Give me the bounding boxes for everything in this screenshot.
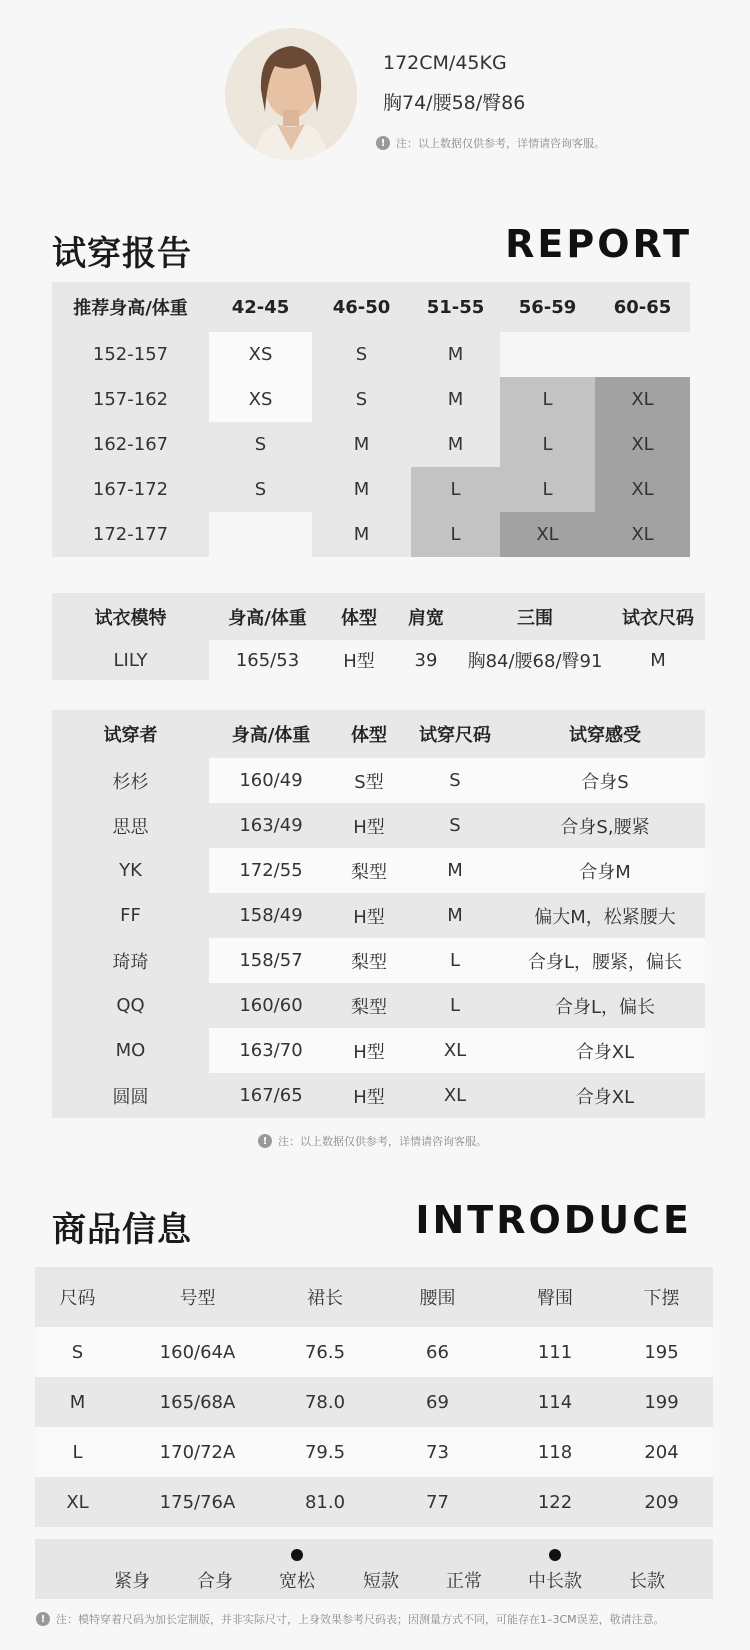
report-corner-header: 推荐身高/体重 [52,282,209,332]
tester-cell: L [449,950,461,971]
size-cell: L [500,377,595,422]
tester-cell: 思思 [112,816,149,838]
product-cell: 76.5 [304,1341,346,1363]
tester-cell: 合身L，腰紧，偏长 [527,951,683,973]
size-cell: XL [595,377,690,422]
tester-cell: 梨型 [351,996,387,1018]
tester-cell: 合身XL [575,1041,635,1063]
height-header: 152-157 [52,332,209,377]
fit-cell: 165/53 [235,649,300,671]
product-header: 腰围 [419,1288,456,1309]
tester-cell: MO [115,1040,146,1061]
tester-cell: FF [120,905,141,926]
fit-cell: 胸84/腰68/臀91 [467,651,603,672]
size-cell: S [209,422,312,467]
fit-cell: 39 [414,649,438,671]
size-cell: XL [595,512,690,557]
testers-note [258,1133,487,1149]
product-title-cn: 商品信息 [52,1210,192,1250]
product-cell: M [69,1391,86,1413]
tester-cell: XL [443,1085,467,1106]
product-title-en: INTRODUCE [415,1198,692,1242]
fit-attribute-bar [35,1539,713,1599]
product-cell: S [71,1341,84,1363]
product-cell: 79.5 [304,1441,346,1463]
testers-header: 试穿尺码 [419,725,491,746]
testers-header: 试穿感受 [569,725,641,746]
fit-cell: M [650,649,666,671]
weight-header: 46-50 [312,282,411,332]
tester-cell: H型 [353,816,385,838]
tester-cell: H型 [353,1041,385,1063]
info-icon: ! [258,1134,272,1148]
attribute-label: 正常 [446,1571,482,1592]
product-header: 臀围 [537,1288,573,1309]
model-avatar [225,28,357,160]
product-cell: 170/72A [159,1441,236,1463]
product-cell: 122 [537,1491,573,1513]
tester-cell: 琦琦 [112,951,149,973]
product-cell: 114 [537,1391,573,1413]
size-cell: S [209,467,312,512]
tester-cell: 163/49 [239,815,303,836]
product-cell: 78.0 [304,1391,346,1413]
product-cell: 199 [644,1391,679,1413]
testers-note-text: 注：以上数据仅供参考，详情请咨询客服。 [278,1135,487,1148]
size-cell: L [500,467,595,512]
attribute-label: 紧身 [114,1571,150,1592]
tester-cell: 合身L，偏长 [554,996,656,1018]
info-icon: ! [376,136,390,150]
tester-cell: 合身XL [575,1086,635,1108]
product-header: 下摆 [643,1288,680,1309]
size-cell: M [411,377,500,422]
size-cell: M [312,422,411,467]
attribute-label: 合身 [197,1571,233,1592]
model-note [376,135,605,151]
product-header: 裙长 [307,1288,343,1309]
product-cell: 118 [537,1441,573,1463]
tester-cell: S [449,815,461,836]
fit-header: 身高/体重 [228,607,307,629]
product-cell: 111 [537,1341,573,1363]
height-header: 157-162 [52,377,209,422]
product-cell: L [72,1441,83,1463]
tester-cell: S [449,770,461,791]
size-cell: M [411,422,500,467]
size-cell: S [312,332,411,377]
height-header: 172-177 [52,512,209,557]
testers-header: 身高/体重 [231,725,311,746]
size-cell: XS [209,377,312,422]
attribute-label: 短款 [363,1571,399,1592]
product-cell: 73 [426,1441,449,1463]
tester-cell: 合身M [579,861,631,883]
tester-cell: S型 [354,771,384,793]
product-cell: 77 [426,1491,449,1513]
weight-header: 56-59 [500,282,595,332]
size-cell: S [312,377,411,422]
model-photo [225,28,357,160]
size-cell: L [411,512,500,557]
height-header: 167-172 [52,467,209,512]
product-cell: 195 [644,1341,679,1363]
tester-cell: 160/49 [239,770,303,791]
testers-header: 体型 [351,725,387,746]
selected-dot-icon [291,1549,303,1561]
tester-cell: 偏大M，松紧腰大 [534,906,676,928]
footer-note-text: 注：模特穿着尺码为加长定制版，并非实际尺寸，上身效果参考尺码表；因测量方式不同，可能存在1–3CM误差，敬请注意。 [56,1613,665,1626]
model-height-weight: 172CM/45KG [383,52,507,74]
product-cell: 165/68A [159,1391,236,1413]
fit-header: 三围 [517,607,553,629]
product-cell: 69 [426,1391,449,1413]
footer-note [36,1611,665,1627]
fit-header: 体型 [341,607,377,629]
info-icon: ! [36,1612,50,1626]
fit-header: 肩宽 [408,607,444,629]
size-cell: XL [595,422,690,467]
attribute-label: 宽松 [279,1571,315,1592]
size-cell [209,512,312,557]
fit-header: 试衣模特 [94,607,167,629]
tester-cell: H型 [353,906,385,928]
tester-cell: M [447,905,463,926]
attribute-label: 长款 [629,1571,665,1592]
tester-cell: 杉杉 [112,771,149,793]
size-cell: M [312,512,411,557]
size-cell: L [411,467,500,512]
size-cell: XS [209,332,312,377]
report-title-cn: 试穿报告 [52,234,192,274]
tester-cell: 163/70 [239,1040,303,1061]
tester-cell: L [449,995,461,1016]
weight-header: 42-45 [209,282,312,332]
tester-cell: 160/60 [239,995,303,1016]
tester-cell: QQ [116,995,145,1016]
selected-dot-icon [549,1549,561,1561]
fit-header: 试衣尺码 [622,607,694,629]
product-cell: XL [66,1491,89,1513]
size-cell [500,332,595,377]
fit-cell: H型 [343,651,375,672]
size-cell [595,332,690,377]
product-cell: 81.0 [304,1491,346,1513]
product-cell: 175/76A [159,1491,236,1513]
tester-cell: 圆圆 [112,1086,149,1108]
weight-header: 51-55 [411,282,500,332]
size-cell: M [411,332,500,377]
tester-cell: 172/55 [239,860,303,881]
size-cell: L [500,422,595,467]
product-cell: 160/64A [159,1341,236,1363]
tester-cell: 梨型 [351,861,387,883]
tester-cell: XL [443,1040,467,1061]
size-cell: XL [500,512,595,557]
model-measurements: 胸74/腰58/臀86 [383,92,526,114]
tester-cell: YK [119,860,142,881]
tester-cell: H型 [353,1086,385,1108]
size-cell: XL [595,467,690,512]
testers-header: 试穿者 [103,725,158,746]
report-title-en: REPORT [505,222,692,266]
height-header: 162-167 [52,422,209,467]
tester-cell: 158/49 [239,905,303,926]
tester-cell: 167/65 [239,1085,303,1106]
size-cell: M [312,467,411,512]
attribute-label: 中长款 [528,1571,582,1592]
product-header: 尺码 [59,1288,96,1309]
product-header: 号型 [179,1288,216,1309]
product-cell: 209 [644,1491,679,1513]
model-note-text: 注：以上数据仅供参考，详情请咨询客服。 [396,137,605,150]
fit-cell: LILY [113,649,148,671]
weight-header: 60-65 [595,282,690,332]
tester-cell: 合身S,腰紧 [560,816,650,838]
product-cell: 204 [644,1441,679,1463]
tester-cell: M [447,860,463,881]
product-cell: 66 [426,1341,449,1363]
tester-cell: 合身S [581,771,629,793]
tester-cell: 梨型 [351,951,387,973]
tester-cell: 158/57 [239,950,303,971]
